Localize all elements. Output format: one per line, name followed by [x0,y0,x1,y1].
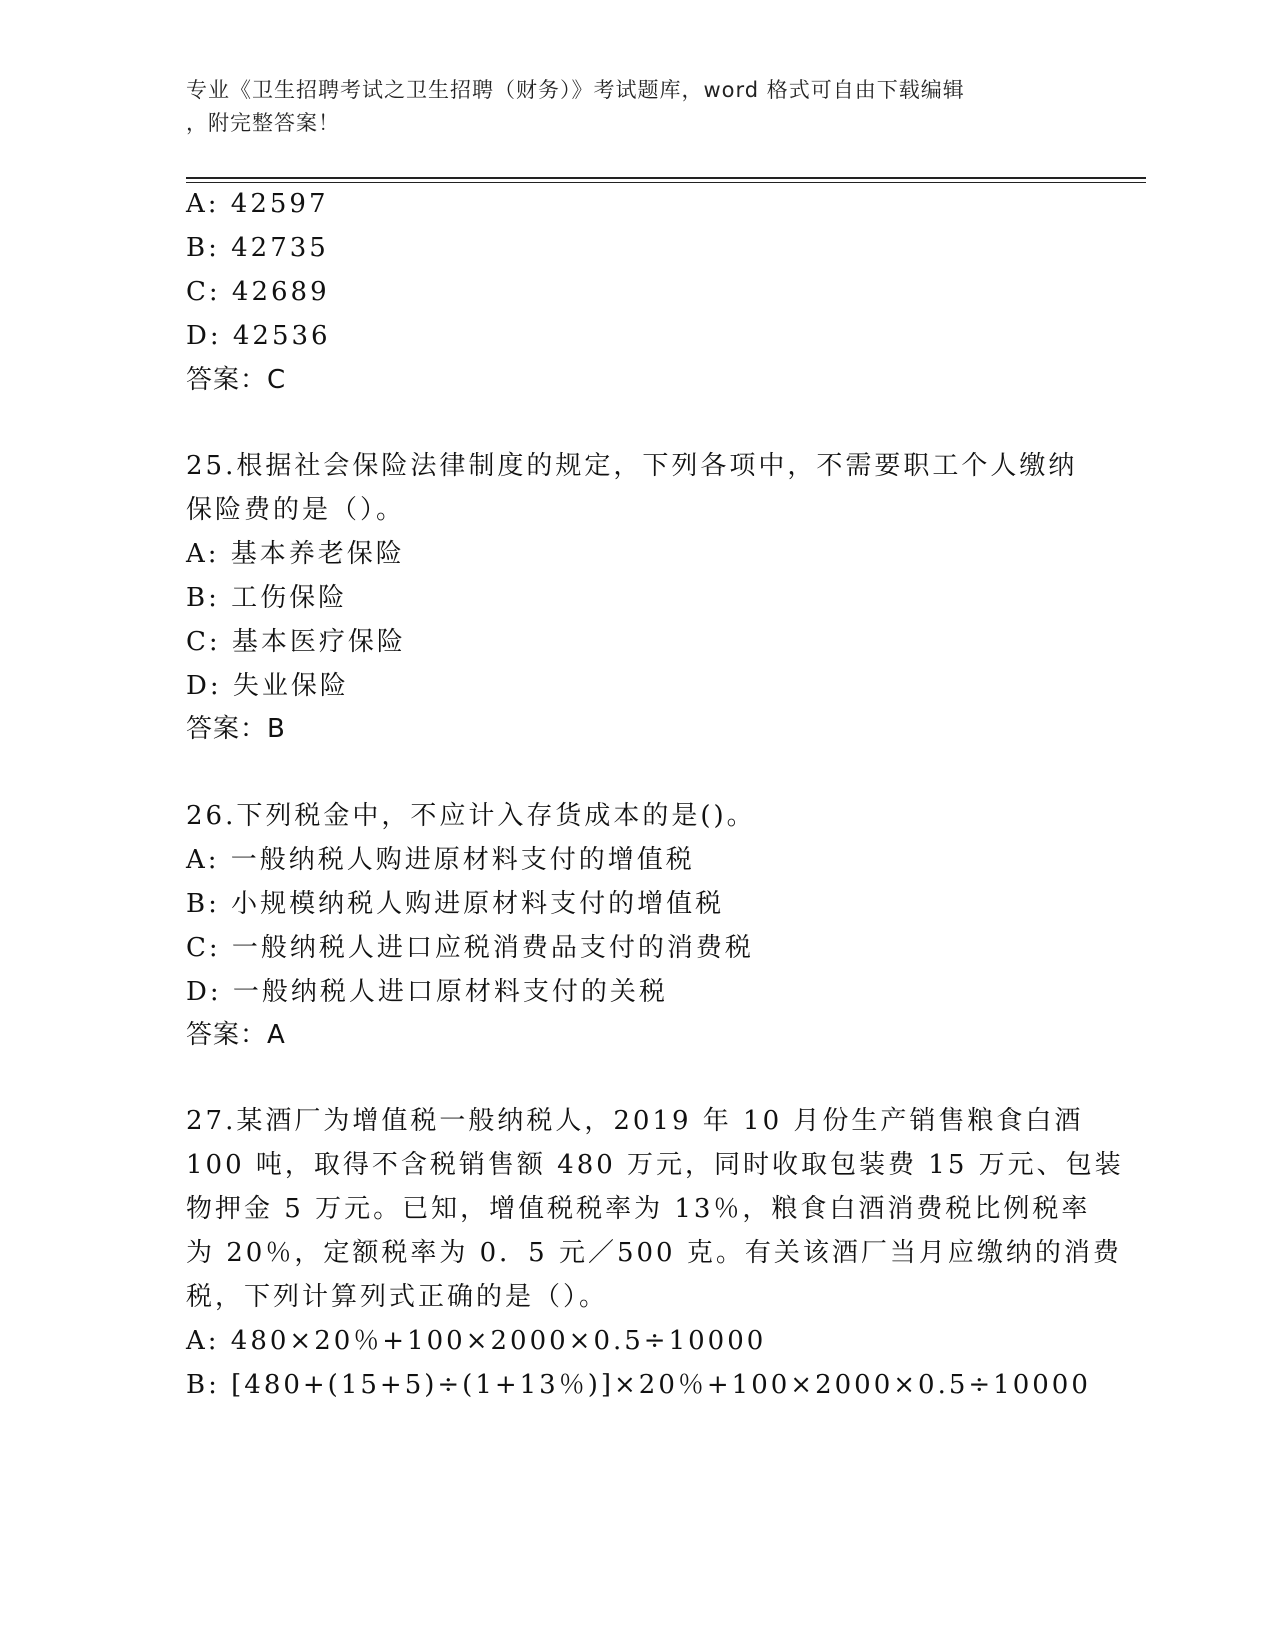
q24-answer: 答案：C [186,365,287,395]
q27-option-b: B: [480+(15+5)÷(1+13％)]×20％+100×2000×0.5÷10000 [186,1370,1091,1400]
q26-answer: 答案：A [186,1020,286,1050]
q25-option-c: C: 基本医疗保险 [186,627,406,657]
header-rule-thin [186,182,1146,183]
q27-stem-line-2: 100 吨，取得不含税销售额 480 万元，同时收取包装费 15 万元、包装 [186,1150,1124,1180]
q25-option-d: D: 失业保险 [186,671,349,701]
q24-option-a: A: 42597 [186,189,329,219]
header-line-1: 专业《卫生招聘考试之卫生招聘（财务）》考试题库，word 格式可自由下载编辑 [186,78,965,102]
q26-option-c: C: 一般纳税人进口应税消费品支付的消费税 [186,933,754,963]
q25-answer: 答案：B [186,714,286,744]
q26-option-b: B: 小规模纳税人购进原材料支付的增值税 [186,889,725,919]
q25-option-b: B: 工伤保险 [186,583,348,613]
q27-stem-line-1: 27.某酒厂为增值税一般纳税人，2019 年 10 月份生产销售粮食白酒 [186,1106,1084,1136]
q27-option-a: A: 480×20％+100×2000×0.5÷10000 [186,1326,767,1356]
q27-stem-line-3: 物押金 5 万元。已知，增值税税率为 13％，粮食白酒消费税比例税率 [186,1194,1091,1224]
header-line-2: ，附完整答案！ [186,111,340,135]
document-header [186,74,1086,140]
q24-option-d: D: 42536 [186,321,331,351]
q24-option-c: C: 42689 [186,277,330,307]
q24-option-b: B: 42735 [186,233,329,263]
q26-option-a: A: 一般纳税人购进原材料支付的增值税 [186,845,695,875]
header-rule-thick [186,177,1146,179]
q25-option-a: A: 基本养老保险 [186,539,405,569]
q27-stem-line-5: 税，下列计算列式正确的是（）。 [186,1282,609,1312]
q25-stem-line-1: 25.根据社会保险法律制度的规定，下列各项中，不需要职工个人缴纳 [186,451,1078,481]
q27-stem-line-4: 为 20％，定额税率为 0．5 元／500 克。有关该酒厂当月应缴纳的消费 [186,1238,1122,1268]
q26-option-d: D: 一般纳税人进口原材料支付的关税 [186,977,668,1007]
q25-stem-line-2: 保险费的是（）。 [186,495,406,525]
q26-stem-line-1: 26.下列税金中，不应计入存货成本的是()。 [186,801,756,831]
